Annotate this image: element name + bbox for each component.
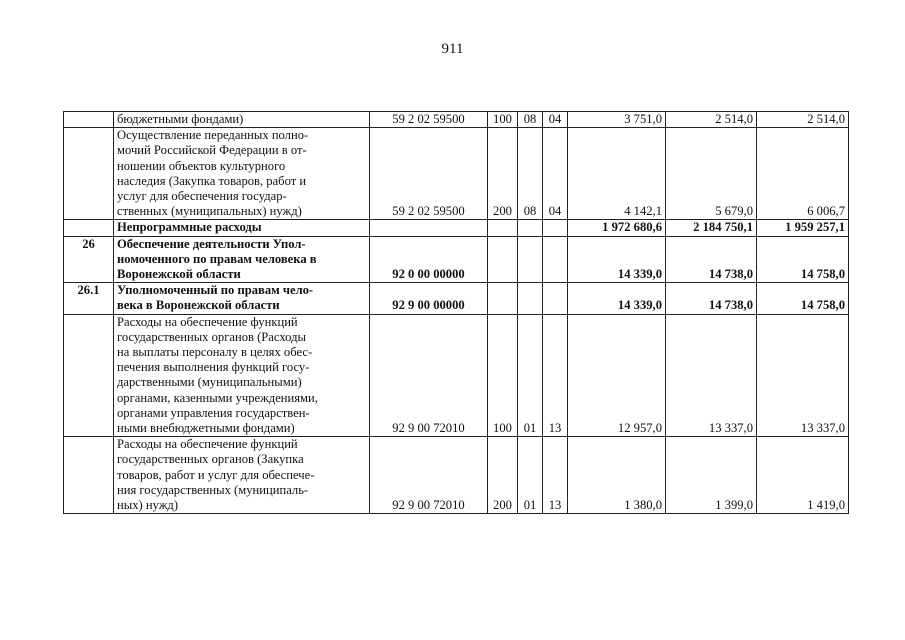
amount-year-3: 14 758,0: [757, 236, 849, 283]
subsection-code: [543, 283, 568, 314]
row-name: Расходы на обеспечение функций государственных органов (Закупка товаров, работ и услуг для обеспече- ния государственных (муниципаль- ных) нужд): [114, 437, 370, 514]
section-code: 08: [518, 128, 543, 220]
row-name: бюджетными фондами): [114, 112, 370, 128]
amount-year-2: 14 738,0: [666, 236, 757, 283]
amount-year-1: 3 751,0: [568, 112, 666, 128]
table-row: [64, 314, 849, 437]
amount-year-2: 2 184 750,1: [666, 220, 757, 236]
table-row: [64, 220, 849, 236]
section-code: [518, 283, 543, 314]
expense-type-code: 100: [488, 314, 518, 437]
subsection-code: [543, 220, 568, 236]
table-row: [64, 128, 849, 220]
table-row: [64, 236, 849, 283]
amount-year-1: 14 339,0: [568, 236, 666, 283]
amount-year-2: 14 738,0: [666, 283, 757, 314]
row-name: Непрограммные расходы: [114, 220, 370, 236]
amount-year-1: 12 957,0: [568, 314, 666, 437]
target-article-code: 59 2 02 59500: [370, 112, 488, 128]
row-name: Уполномоченный по правам чело- века в Воронежской области: [114, 283, 370, 314]
subsection-code: [543, 236, 568, 283]
row-number: 26: [64, 236, 114, 283]
table-body: [64, 112, 849, 514]
table-row: [64, 437, 849, 514]
subsection-code: 04: [543, 112, 568, 128]
target-article-code: 92 0 00 00000: [370, 236, 488, 283]
expense-type-code: [488, 220, 518, 236]
expense-type-code: 200: [488, 128, 518, 220]
target-article-code: 92 9 00 72010: [370, 437, 488, 514]
amount-year-2: 1 399,0: [666, 437, 757, 514]
amount-year-1: 1 972 680,6: [568, 220, 666, 236]
page-number: 911: [441, 41, 464, 57]
amount-year-3: 1 419,0: [757, 437, 849, 514]
row-name: Обеспечение деятельности Упол- номоченного по правам человека в Воронежской области: [114, 236, 370, 283]
section-code: [518, 236, 543, 283]
row-number: [64, 112, 114, 128]
amount-year-2: 13 337,0: [666, 314, 757, 437]
amount-year-1: 14 339,0: [568, 283, 666, 314]
amount-year-3: 6 006,7: [757, 128, 849, 220]
amount-year-3: 13 337,0: [757, 314, 849, 437]
row-number: [64, 128, 114, 220]
subsection-code: 13: [543, 314, 568, 437]
row-number: [64, 220, 114, 236]
amount-year-3: 14 758,0: [757, 283, 849, 314]
amount-year-2: 2 514,0: [666, 112, 757, 128]
row-number: [64, 314, 114, 437]
section-code: [518, 220, 543, 236]
target-article-code: 92 9 00 00000: [370, 283, 488, 314]
section-code: 08: [518, 112, 543, 128]
row-name: Осуществление переданных полно- мочий Российской Федерации в от- ношении объектов культурного наследия (Закупка товаров, работ и услуг для обеспечения государ- ственных (муниципальных) нужд): [114, 128, 370, 220]
subsection-code: 04: [543, 128, 568, 220]
row-number: [64, 437, 114, 514]
amount-year-1: 1 380,0: [568, 437, 666, 514]
row-number: 26.1: [64, 283, 114, 314]
amount-year-3: 2 514,0: [757, 112, 849, 128]
expense-type-code: 200: [488, 437, 518, 514]
row-name: Расходы на обеспечение функций государственных органов (Расходы на выплаты персоналу в целях обес- печения выполнения функций госу- дарственными (муниципальными) органами, казенными учреждениями, органами управления государствен- ными внебюджетными фондами): [114, 314, 370, 437]
target-article-code: 92 9 00 72010: [370, 314, 488, 437]
expense-type-code: [488, 283, 518, 314]
section-code: 01: [518, 437, 543, 514]
table-row: [64, 283, 849, 314]
budget-table: [63, 111, 849, 514]
table-row: [64, 112, 849, 128]
section-code: 01: [518, 314, 543, 437]
expense-type-code: 100: [488, 112, 518, 128]
amount-year-1: 4 142,1: [568, 128, 666, 220]
amount-year-2: 5 679,0: [666, 128, 757, 220]
expense-type-code: [488, 236, 518, 283]
amount-year-3: 1 959 257,1: [757, 220, 849, 236]
target-article-code: 59 2 02 59500: [370, 128, 488, 220]
target-article-code: [370, 220, 488, 236]
subsection-code: 13: [543, 437, 568, 514]
